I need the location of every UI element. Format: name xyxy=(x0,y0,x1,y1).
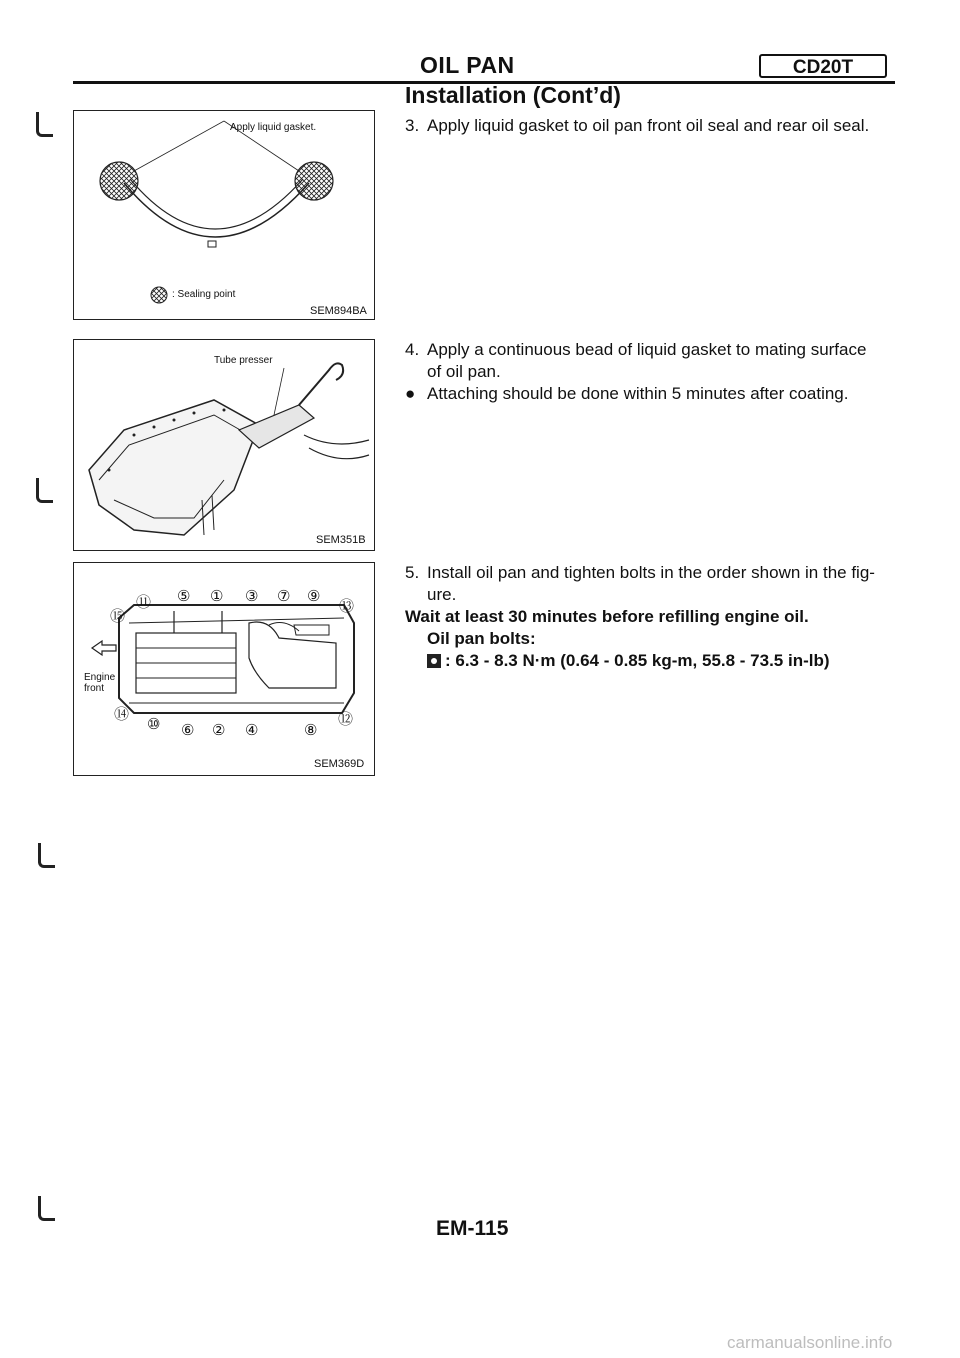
step-5 xyxy=(405,562,905,672)
oil-pan-gasket-diagram xyxy=(74,111,373,318)
bolt-number: ⑭ xyxy=(114,706,130,723)
margin-mark xyxy=(36,112,53,137)
step-text-cont: ure. xyxy=(427,585,457,604)
bolt-number: ⑮ xyxy=(110,608,126,625)
step-text-cont: of oil pan. xyxy=(427,362,501,381)
section-subtitle: Installation (Cont’d) xyxy=(405,82,621,108)
sealing-point-legend: : Sealing point xyxy=(172,289,236,300)
bolt-number: ⑧ xyxy=(304,722,318,739)
figure-code: SEM351B xyxy=(316,534,366,546)
step-text: Apply a continuous bead of liquid gasket to mating surface xyxy=(427,340,867,359)
torque-wrench-icon xyxy=(427,654,441,668)
step-number: 3. xyxy=(405,116,420,135)
bolt-number: ④ xyxy=(245,722,259,739)
bolt-number: ⑦ xyxy=(277,588,291,605)
bolt-number: ⑨ xyxy=(307,588,321,605)
watermark: carmanualsonline.info xyxy=(727,1333,893,1352)
figure-code: SEM894BA xyxy=(310,305,367,317)
page-title: OIL PAN xyxy=(420,52,515,78)
apply-gasket-label: Apply liquid gasket. xyxy=(230,122,317,133)
step-3 xyxy=(405,115,905,137)
margin-mark xyxy=(36,478,53,503)
figure-bolt-order xyxy=(73,562,375,776)
bolt-number: ⑪ xyxy=(136,594,152,611)
engine-front-label: Engine front xyxy=(84,672,116,694)
bolt-number: ⑥ xyxy=(181,722,195,739)
figure-sealing-points xyxy=(73,110,375,320)
step-text: Apply liquid gasket to oil pan front oil seal and rear oil seal. xyxy=(427,116,870,135)
step-number: 4. xyxy=(405,340,420,359)
bolt-number: ① xyxy=(210,588,224,605)
bolt-order-diagram xyxy=(74,563,373,774)
bolt-number: ⑩ xyxy=(147,716,161,733)
bolt-number: ③ xyxy=(245,588,259,605)
bolt-number: ⑬ xyxy=(339,598,355,615)
margin-mark xyxy=(38,1196,55,1221)
step-text: Install oil pan and tighten bolts in the order shown in the fig- xyxy=(427,563,875,582)
bullet-text: Attaching should be done within 5 minutes after coating. xyxy=(427,384,849,403)
step-bullet xyxy=(405,383,905,405)
figure-tube-presser xyxy=(73,339,375,551)
torque-value: : 6.3 - 8.3 N·m (0.64 - 0.85 kg-m, 55.8 - 73.5 in-lb) xyxy=(445,651,830,670)
bullet-dot: ● xyxy=(405,384,416,403)
warning-text: Wait at least 30 minutes before refilling engine oil. xyxy=(405,607,809,626)
margin-mark xyxy=(38,843,55,868)
bolt-number: ⑤ xyxy=(177,588,191,605)
tube-presser-illustration xyxy=(74,340,373,549)
torque-spec xyxy=(405,650,905,672)
figure-code: SEM369D xyxy=(314,758,365,770)
tube-presser-label: Tube presser xyxy=(214,355,273,366)
step-4 xyxy=(405,339,905,405)
bolt-number: ⑫ xyxy=(338,711,354,728)
bolt-number: ② xyxy=(212,722,226,739)
step-number: 5. xyxy=(405,563,420,582)
model-badge: CD20T xyxy=(759,54,887,78)
bolts-label: Oil pan bolts: xyxy=(427,629,536,648)
page-number: EM-115 xyxy=(436,1217,509,1240)
